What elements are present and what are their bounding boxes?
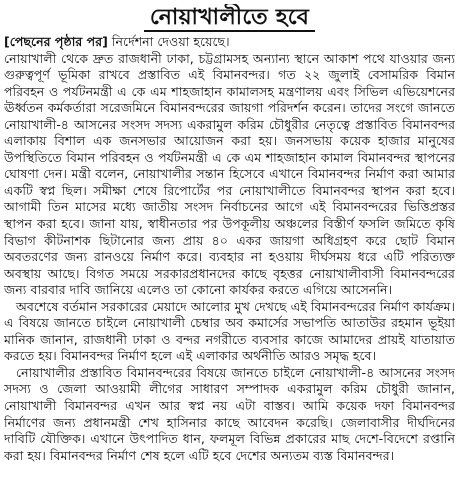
news-clipping: [4, 4, 455, 488]
lead-paragraph: [4, 34, 455, 51]
headline: নোয়াখালীতে হবে: [144, 4, 315, 32]
headline-container: [4, 4, 455, 32]
lead-text: নির্দেশনা দেওয়া হয়েছে।: [111, 34, 230, 49]
paragraph-3: নোয়াখালীর প্রস্তাবিত বিমানবন্দরের বিষয়ে জানতে চাইলে নোয়াখালী-৪ আসনের সংসদ সদস্য ও জেলা আওয়ামী লীগের সাধারণ সম্পাদক একরামুল করিম চৌধুরী জানান, নোয়াখালী বিমানবন্দর এখন আর স্বপ্ন নয় এটা বাস্তব। আমি কয়েক দফা বিমানবন্দর নির্মাণের জন্য প্রধানমন্ত্রী শেখ হাসিনার কাছে আবেদন করেছি। জেলাবাসীর দীর্ঘদিনের দাবিটি যৌক্তিক। এখানে উৎপাদিত ধান, ফলমূল বিভিন্ন প্রকারের মাছ দেশে-বিদেশে রপ্তানি করা হয়। বিমানবন্দর নির্মাণ শেষ হলে এটি হবে দেশের অন্যতম ব্যস্ত বিমানবন্দর।: [4, 364, 455, 463]
continuation-label: [পেছনের পৃষ্ঠার পর]: [4, 34, 108, 49]
article-body: [4, 34, 455, 464]
paragraph-2: অবশেষে বর্তমান সরকারের মেয়াদে আলোর মুখ দেখছে এই বিমানবন্দরের নির্মাণ কার্যক্রম। এ বিষয়ে জানতে চাইলে নোয়াখালী চেম্বার অব কমার্সের সভাপতি আতাউর রহমান ভূইয়া মানিক জানান, রাজধানী ঢাকা ও বন্দর নগরীতে ব্যবসার কাজে আমাদের প্রায়ই যাতায়াত করতে হয়। বিমানবন্দর নির্মাণ হলে এই এলাকার অর্থনীতি আরও সমৃদ্ধ হবে।: [4, 298, 455, 364]
paragraph-1: নোয়াখালী থেকে দ্রুত রাজধানী ঢাকা, চট্টগ্রামসহ অন্যান্য স্থানে আকাশ পথে যাওয়ার জন্য গুরুত্বপূর্ণ ভূমিকা রাখবে প্রস্তাবিত এই বিমানবন্দর। গত ২২ জুলাই বেসামরিক বিমান পরিবহন ও পর্যটনমন্ত্রী এ কে এম শাহজাহান কামালসহ মন্ত্রণালয় এবং সিভিল এভিয়েশনের ঊর্ধ্বতন কর্মকর্তারা সরেজমিনে বিমানবন্দরের জায়গা পরিদর্শন করেন। তাদের সংগে জানতে নোয়াখালী-৪ আসনের সংসদ সদস্য একরামুল করিম চৌধুরীর নেতৃত্বে প্রস্তাবিত বিমানবন্দর এলাকায় বিশাল এক জনসভার আয়োজন করা হয়। জনসভায় কয়েক হাজার মানুষের উপস্থিতিতে বিমান পরিবহন ও পর্যটনমন্ত্রী এ কে এম শাহজাহান কামাল বিমানবন্দর স্থাপনের ঘোষণা দেন। মন্ত্রী বলেন, নোয়াখালীর সন্তান হিসেবে এখানে বিমানবন্দর নির্মাণ করা আমার একটি স্বপ্ন ছিল। সমীক্ষা শেষে রিপোর্টের পর নোয়াখালীতে বিমানবন্দর স্থাপন করা হবে। আগামী তিন মাসের মধ্যে জাতীয় সংসদ নির্বাচনের আগে এই বিমানবন্দরের ভিত্তিপ্রস্তর স্থাপন করা হবে। জানা যায়, স্বাধীনতার পর উপকূলীয় অঞ্চলের বিস্তীর্ণ ফসলি জমিতে কৃষি বিভাগ কীটনাশক ছিটানোর জন্য প্রায় ৪০ একর জায়গা অধিগ্রহণ করে ছোট বিমান অবতরণের জন্য রানওয়ে নির্মাণ করে। ব্যবহার না হওয়ায় দীর্ঘসময় ধরে এটি পরিত্যক্ত অবস্থায় আছে। বিগত সময়ে সরকারপ্রধানদের কাছে বৃহত্তর নোয়াখালীবাসী বিমানবন্দরের জন্য বারবার দাবি জানিয়ে এলেও তা কোনো কার্যকর করতে এগিয়ে আসেননি।: [4, 50, 455, 298]
